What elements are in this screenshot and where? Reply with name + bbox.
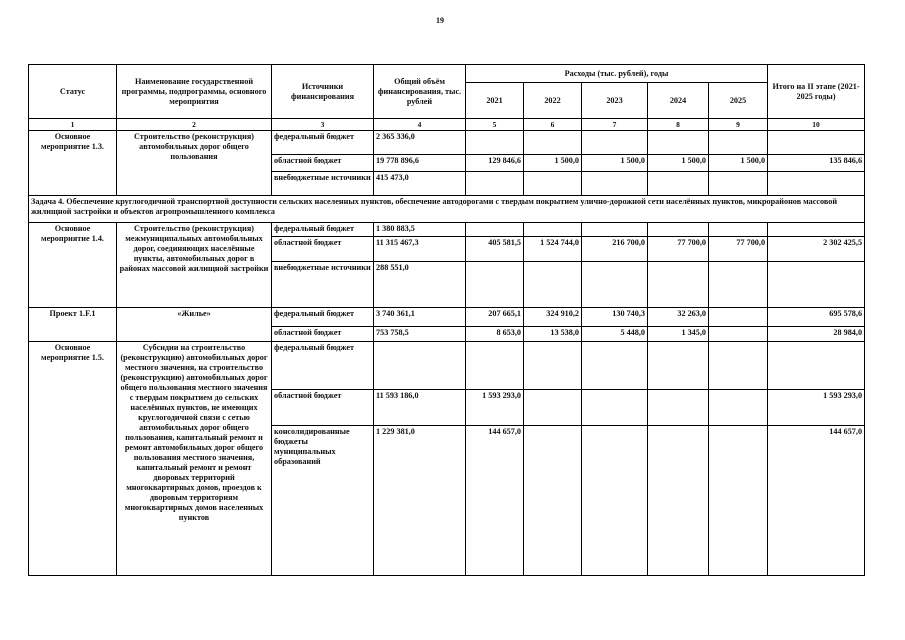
header-status: Статус — [29, 65, 117, 119]
header-year: 2024 — [648, 83, 709, 119]
column-number: 9 — [709, 119, 768, 131]
stage-cell: 135 846,6 — [768, 155, 865, 172]
year-cell — [648, 131, 709, 155]
year-cell — [582, 262, 648, 308]
column-number: 5 — [466, 119, 524, 131]
year-cell: 13 538,0 — [524, 327, 582, 342]
total-cell: 2 365 336,0 — [374, 131, 466, 155]
source-cell: областной бюджет — [272, 390, 374, 426]
source-cell: областной бюджет — [272, 155, 374, 172]
status-cell: Основное мероприятие 1.5. — [29, 342, 117, 576]
year-cell — [648, 262, 709, 308]
name-cell: Субсидии на строительство (реконструкцию) автомобильных дорог местного значения, на строительство (реконструкцию) автомобильных дорог общего пользования местного значения с твердым покрытием до сельских населённых пунктов, не имеющих круглогодичной связи с сетью автомобильных дорог общего пользования, капитальный ремонт и ремонт автомобильных дорог общего пользования местного значения, капитальный ремонт и ремонт дворовых территорий многоквартирных домов, проездов к дворовым территориям многоквартирных домов населенных пунктов — [117, 342, 272, 576]
year-cell: 1 345,0 — [648, 327, 709, 342]
year-cell — [466, 131, 524, 155]
year-cell: 207 665,1 — [466, 308, 524, 327]
year-cell: 1 593 293,0 — [466, 390, 524, 426]
header-year: 2021 — [466, 83, 524, 119]
year-cell — [524, 223, 582, 237]
name-cell: Строительство (реконструкция) межмуниципальных автомобильных дорог, соединяющих населённые пункты, автомобильных дорог в районах массовой жилищной застройки — [117, 223, 272, 308]
stage-cell: 144 657,0 — [768, 426, 865, 576]
year-cell — [466, 223, 524, 237]
stage-cell: 1 593 293,0 — [768, 390, 865, 426]
stage-cell — [768, 342, 865, 390]
year-cell — [582, 172, 648, 196]
stage-cell — [768, 172, 865, 196]
year-cell — [709, 390, 768, 426]
source-cell: внебюджетные источники — [272, 262, 374, 308]
year-cell: 130 740,3 — [582, 308, 648, 327]
total-cell: 19 778 896,6 — [374, 155, 466, 172]
source-cell: федеральный бюджет — [272, 342, 374, 390]
stage-cell — [768, 131, 865, 155]
year-cell — [466, 262, 524, 308]
status-cell: Основное мероприятие 1.3. — [29, 131, 117, 196]
year-cell: 8 653,0 — [466, 327, 524, 342]
source-cell: областной бюджет — [272, 327, 374, 342]
year-cell — [582, 426, 648, 576]
stage-cell: 28 984,0 — [768, 327, 865, 342]
page-number: 19 — [436, 16, 444, 25]
year-cell — [524, 426, 582, 576]
year-cell — [582, 390, 648, 426]
header-name: Наименование государственной программы, подпрограммы, основного мероприятия — [117, 65, 272, 119]
year-cell — [524, 342, 582, 390]
header-year: 2022 — [524, 83, 582, 119]
column-number: 10 — [768, 119, 865, 131]
year-cell: 216 700,0 — [582, 237, 648, 262]
total-cell: 415 473,0 — [374, 172, 466, 196]
stage-cell — [768, 262, 865, 308]
header-year: 2025 — [709, 83, 768, 119]
year-cell: 32 263,0 — [648, 308, 709, 327]
year-cell — [648, 390, 709, 426]
year-cell: 144 657,0 — [466, 426, 524, 576]
year-cell — [648, 172, 709, 196]
total-cell: 753 758,5 — [374, 327, 466, 342]
year-cell: 5 448,0 — [582, 327, 648, 342]
source-cell: внебюджетные источники — [272, 172, 374, 196]
column-number: 2 — [117, 119, 272, 131]
year-cell — [709, 223, 768, 237]
column-number: 1 — [29, 119, 117, 131]
total-cell: 11 315 467,3 — [374, 237, 466, 262]
year-cell — [524, 131, 582, 155]
budget-table — [28, 64, 865, 576]
stage-cell — [768, 223, 865, 237]
header-total-stage: Итого на II этапе (2021-2025 годы) — [768, 65, 865, 119]
total-cell: 288 551,0 — [374, 262, 466, 308]
task-heading: Задача 4. Обеспечение круглогодичной транспортной доступности сельских населенных пунктов, обеспечение автодорогами с твердым покрытием улично-дорожной сети населённых пунктов, микрорайонов массовой жилищной застройки и объектов агропромышленного комплекса — [29, 196, 865, 223]
year-cell — [709, 308, 768, 327]
source-cell: областной бюджет — [272, 237, 374, 262]
year-cell: 77 700,0 — [648, 237, 709, 262]
status-cell: Проект 1.F.1 — [29, 308, 117, 342]
stage-cell: 695 578,6 — [768, 308, 865, 327]
total-cell — [374, 342, 466, 390]
year-cell — [524, 390, 582, 426]
header-expenses: Расходы (тыс. рублей), годы — [466, 65, 768, 83]
total-cell: 3 740 361,1 — [374, 308, 466, 327]
total-cell: 11 593 186,0 — [374, 390, 466, 426]
year-cell — [709, 262, 768, 308]
year-cell — [466, 172, 524, 196]
name-cell: «Жилье» — [117, 308, 272, 342]
year-cell: 1 524 744,0 — [524, 237, 582, 262]
year-cell — [709, 342, 768, 390]
year-cell — [648, 223, 709, 237]
name-cell: Строительство (реконструкция) автомобильных дорог общего пользования — [117, 131, 272, 196]
year-cell: 1 500,0 — [582, 155, 648, 172]
header-year: 2023 — [582, 83, 648, 119]
year-cell — [466, 342, 524, 390]
stage-cell: 2 302 425,5 — [768, 237, 865, 262]
year-cell — [709, 172, 768, 196]
source-cell: федеральный бюджет — [272, 131, 374, 155]
column-number: 4 — [374, 119, 466, 131]
column-number: 7 — [582, 119, 648, 131]
year-cell — [582, 223, 648, 237]
year-cell — [709, 426, 768, 576]
year-cell — [524, 262, 582, 308]
year-cell: 405 581,5 — [466, 237, 524, 262]
status-cell: Основное мероприятие 1.4. — [29, 223, 117, 308]
source-cell: федеральный бюджет — [272, 223, 374, 237]
year-cell: 1 500,0 — [524, 155, 582, 172]
column-number: 6 — [524, 119, 582, 131]
column-number: 3 — [272, 119, 374, 131]
year-cell — [709, 327, 768, 342]
column-number: 8 — [648, 119, 709, 131]
year-cell — [582, 131, 648, 155]
year-cell: 324 910,2 — [524, 308, 582, 327]
header-sources: Источники финансирования — [272, 65, 374, 119]
year-cell: 1 500,0 — [648, 155, 709, 172]
year-cell — [648, 426, 709, 576]
year-cell — [524, 172, 582, 196]
source-cell: консолидированные бюджеты муниципальных образований — [272, 426, 374, 576]
year-cell: 1 500,0 — [709, 155, 768, 172]
total-cell: 1 380 883,5 — [374, 223, 466, 237]
header-total: Общий объём финансирования, тыс. рублей — [374, 65, 466, 119]
year-cell — [648, 342, 709, 390]
total-cell: 1 229 381,0 — [374, 426, 466, 576]
year-cell — [582, 342, 648, 390]
source-cell: федеральный бюджет — [272, 308, 374, 327]
year-cell — [709, 131, 768, 155]
year-cell: 77 700,0 — [709, 237, 768, 262]
year-cell: 129 846,6 — [466, 155, 524, 172]
